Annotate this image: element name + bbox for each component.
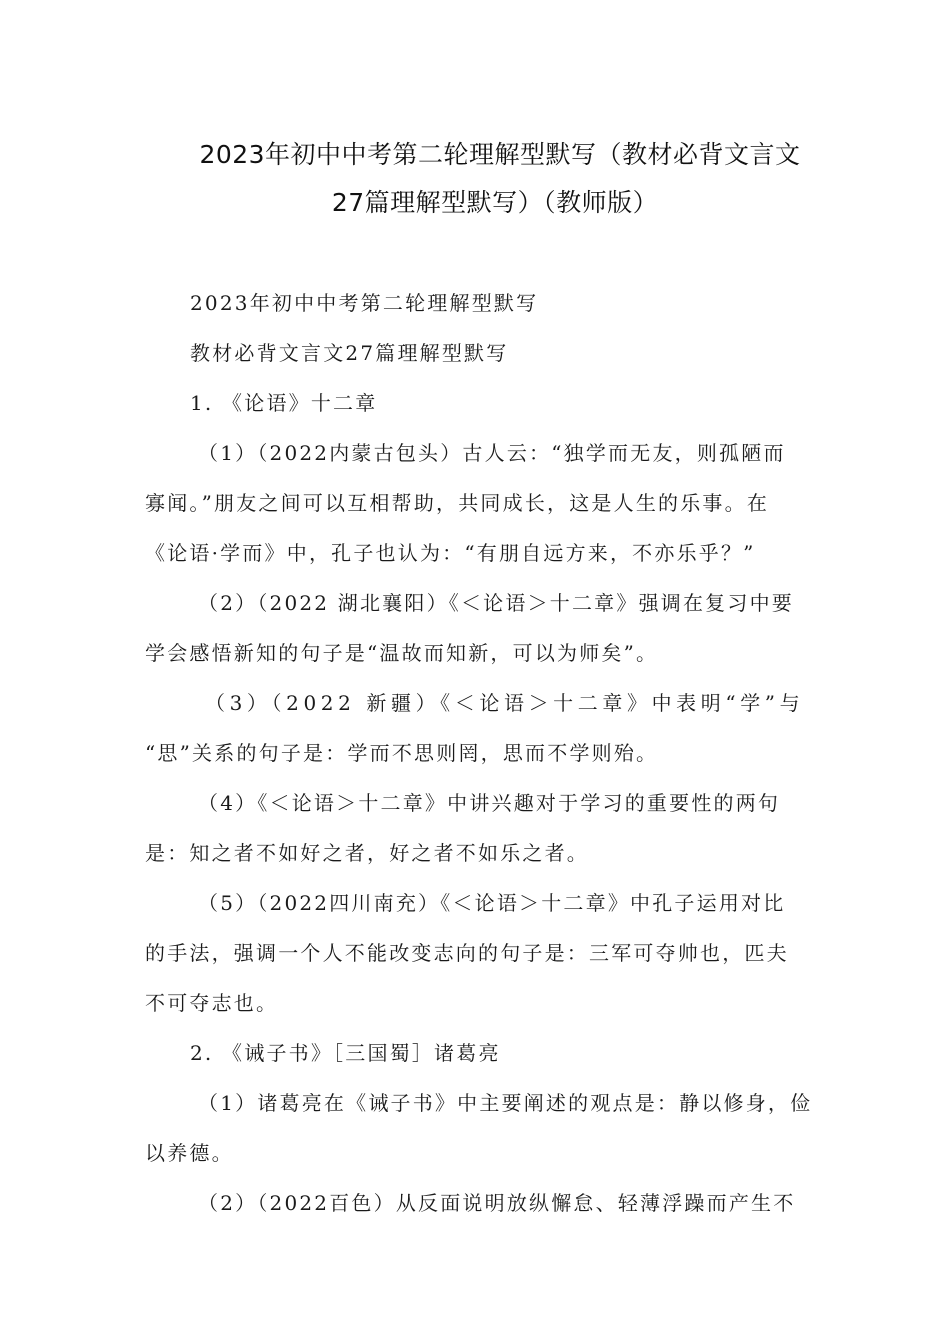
question-line: 学会感悟新知的句子是“温故而知新，可以为师矣”。 — [145, 641, 659, 665]
question-line: （2）（2022 湖北襄阳）《＜论语＞十二章》强调在复习中要 — [198, 591, 794, 615]
question-line: 是：知之者不如好之者，好之者不如乐之者。 — [145, 841, 589, 865]
section-heading: 1. 《论语》十二章 — [190, 391, 378, 415]
question-line: 以养德。 — [145, 1141, 234, 1165]
question-line: 的手法，强调一个人不能改变志向的句子是：三军可夺帅也，匹夫 — [145, 941, 789, 965]
question-line: （2）（2022百色）从反面说明放纵懈怠、轻薄浮躁而产生不 — [198, 1191, 796, 1215]
question-line: （3）（2022 新疆）《＜论语＞十二章》中表明“学”与 — [205, 691, 805, 715]
question-line: （4）《＜论语＞十二章》中讲兴趣对于学习的重要性的两句 — [198, 791, 781, 815]
question-line: 寡闻。”朋友之间可以互相帮助，共同成长，这是人生的乐事。在 — [145, 491, 770, 515]
question-line: 《论语·学而》中，孔子也认为：“有朋自远方来，不亦乐乎？” — [145, 541, 756, 565]
document-title-line-1: 2023年初中中考第二轮理解型默写（教材必背文言文 — [199, 140, 801, 169]
document-title-line-2: 27篇理解型默写）（教师版） — [331, 188, 659, 217]
question-line: 不可夺志也。 — [145, 991, 279, 1015]
question-line: （5）（2022四川南充）《＜论语＞十二章》中孔子运用对比 — [198, 891, 786, 915]
subtitle-line: 教材必背文言文27篇理解型默写 — [190, 341, 509, 365]
question-line: （1）（2022内蒙古包头）古人云：“独学而无友，则孤陋而 — [198, 441, 786, 465]
section-heading: 2. 《诫子书》［三国蜀］诸葛亮 — [190, 1041, 501, 1065]
question-line: “思”关系的句子是：学而不思则罔，思而不学则殆。 — [145, 741, 659, 765]
subtitle-line: 2023年初中中考第二轮理解型默写 — [190, 291, 539, 315]
question-line: （1）诸葛亮在《诫子书》中主要阐述的观点是：静以修身，俭 — [198, 1091, 813, 1115]
